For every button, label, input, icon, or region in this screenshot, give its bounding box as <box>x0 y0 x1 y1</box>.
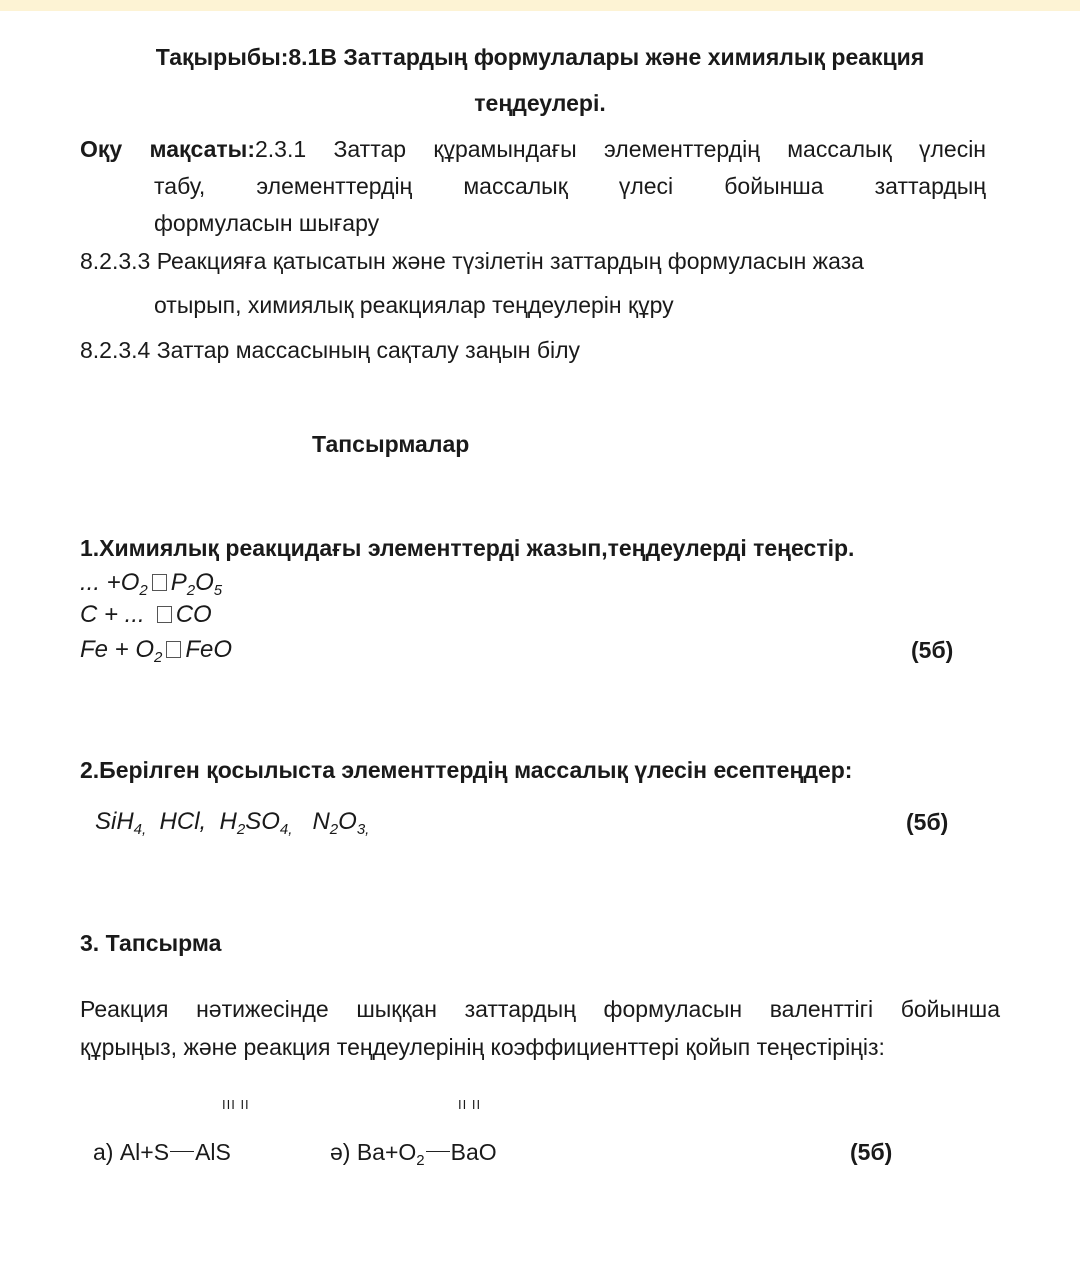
formula-n2o3-b: O <box>338 808 357 835</box>
eq1-sub: 2 <box>139 582 148 599</box>
objective-2-line2: отырып, химиялық реакциялар теңдеулерін құру <box>154 292 674 318</box>
eq1-left: ... +O <box>80 569 140 596</box>
reaction-line-icon <box>170 1151 194 1152</box>
top-banner <box>0 0 1080 11</box>
formula-sub: 2 <box>329 821 339 838</box>
formula-sub: 4, <box>279 821 293 838</box>
task3-equation-a <box>93 1139 231 1166</box>
eq-a-right: AlS <box>195 1139 231 1165</box>
task1-equation-2 <box>80 601 212 629</box>
arrow-placeholder-icon <box>157 606 172 623</box>
task1-equation-1 <box>80 569 222 597</box>
reaction-line-icon <box>426 1151 450 1152</box>
formula-sih4: SiH <box>95 808 134 835</box>
eq3-sub: 2 <box>154 649 163 666</box>
formula-hcl: HCl, <box>159 808 207 835</box>
eq1-o: O <box>195 569 214 596</box>
task3-text-line1 <box>80 996 1000 1023</box>
tasks-heading: Тапсырмалар <box>312 431 470 457</box>
eq2-right: CO <box>175 601 212 628</box>
formula-h2so4: H <box>219 808 237 835</box>
valence-a: III II <box>222 1097 250 1112</box>
formula-h2so4-b: SO <box>245 808 280 835</box>
objective-1-text-cont: табу, элементтердің массалық үлесі бойынша заттардың <box>154 173 986 199</box>
arrow-placeholder-icon <box>152 574 167 591</box>
eq-a-left: а) Al+S <box>93 1139 170 1165</box>
arrow-placeholder-icon <box>166 641 181 658</box>
valence-b: II II <box>458 1097 482 1112</box>
task2-points: (5б) <box>906 809 949 835</box>
eq1-sub: 5 <box>213 582 223 599</box>
objective-3: 8.2.3.4 Заттар массасының сақталу заңын білу <box>80 337 581 363</box>
objective-1-line1 <box>80 136 986 163</box>
task3-points: (5б) <box>850 1139 893 1165</box>
eq-b-left: ә) Ba+O <box>330 1139 417 1165</box>
eq2-left: C + ... <box>80 601 145 628</box>
task1-title: 1.Химиялық реакцидағы элементтерді жазып,теңдеулерді теңестір. <box>80 535 855 561</box>
task3-equation-b <box>330 1139 497 1169</box>
task1-equation-3 <box>80 636 232 664</box>
task1-points: (5б) <box>911 637 954 663</box>
formula-sub: 4, <box>133 821 147 838</box>
document-title-line2: теңдеулері. <box>474 90 606 116</box>
eq1-sub: 2 <box>186 582 196 599</box>
eq-b-sub: 2 <box>416 1152 425 1169</box>
eq3-left: Fe + O <box>80 636 155 663</box>
task3-title: 3. Тапсырма <box>80 930 222 956</box>
formula-sub: 3, <box>356 821 370 838</box>
task3-text-1: Реакция нәтижесінде шыққан заттардың формуласын валенттігі бойынша <box>80 996 1000 1022</box>
eq3-right: FeO <box>185 636 233 663</box>
task2-formulas <box>95 808 369 836</box>
eq-b-right: BaO <box>450 1139 497 1165</box>
objective-2-line1: 8.2.3.3 Реакцияға қатысатын және түзілетін заттардың формуласын жаза <box>80 248 864 274</box>
objective-1-line2 <box>154 173 986 200</box>
document-title-line1: Тақырыбы:8.1В Заттардың формулалары және химиялық реакция <box>155 44 925 70</box>
eq1-p: P <box>170 569 187 596</box>
task2-title: 2.Берілген қосылыста элементтердің массалық үлесін есептеңдер: <box>80 757 853 783</box>
task3-text-line2: құрыңыз, және реакция теңдеулерінің коэффициенттері қойып теңестіріңіз: <box>80 1034 885 1060</box>
objective-1-text: 2.3.1 Заттар құрамындағы элементтердің массалық үлесін <box>254 136 987 162</box>
formula-sub: 2 <box>236 821 246 838</box>
objectives-label: Оқу мақсаты: <box>80 136 255 162</box>
objective-1-line3: формуласын шығару <box>154 210 380 236</box>
formula-n2o3: N <box>312 808 330 835</box>
